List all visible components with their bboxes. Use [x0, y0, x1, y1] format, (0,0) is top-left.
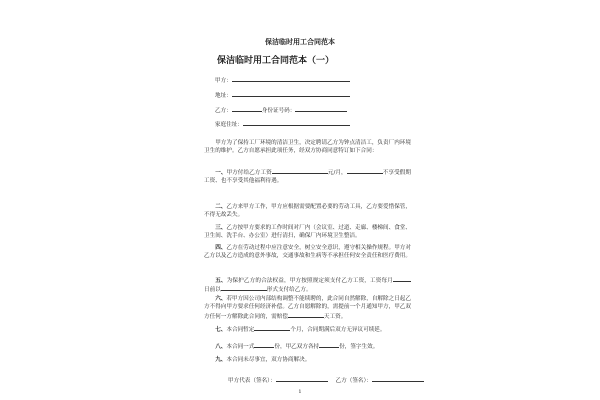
fill-in-blank — [272, 168, 328, 174]
fill-in-blank — [254, 342, 274, 348]
header-title: 保洁临时用工合同范本 — [265, 37, 335, 46]
clause-number: 九、 — [215, 357, 227, 363]
clause-text: 为保护乙方的合法权益，甲方按照规定须支付乙方工资，工资每月 — [226, 278, 393, 284]
clause-text: 日前以 — [204, 287, 221, 294]
clause-text: 份，签字生效。 — [339, 344, 379, 350]
id-number-label: 身份证号码： — [261, 108, 296, 114]
clause-text: 本合同暂定 — [226, 327, 255, 333]
clause-6 — [204, 295, 411, 321]
fill-in-blank — [319, 342, 339, 348]
home-address-label: 家庭住址： — [215, 122, 243, 128]
page-number: 1 — [298, 389, 302, 395]
clause-text: 形式支付给乙方。 — [266, 287, 312, 294]
clause-number: 二、 — [215, 204, 227, 210]
clause-number: 八、 — [215, 344, 227, 350]
clause-text: 个月，合同期满后双方无异议可续延。 — [290, 327, 386, 333]
clause-9 — [204, 356, 411, 364]
party-b-blank — [232, 106, 262, 112]
party-a-label: 甲方： — [215, 78, 232, 84]
party-b-signature-blank — [372, 376, 424, 382]
fill-in-blank — [288, 312, 324, 318]
clause-text: 份，甲乙双方各持 — [274, 344, 320, 350]
fill-in-blank — [254, 325, 290, 331]
id-number-blank — [295, 106, 347, 112]
signature-line — [228, 376, 424, 385]
clause-3 — [204, 224, 411, 241]
clause-text: 元/月， — [327, 170, 347, 176]
party-b-signature-label: 乙方（签名）： — [335, 378, 372, 384]
party-a-signature-label: 甲方代表（签名）： — [228, 378, 276, 384]
home-address-field — [215, 120, 350, 129]
clause-text: 乙方在劳动过程中应注意安全，树立安全意识，遵守相关操作规程。甲方对乙方以及乙方造成的意外事故，交通事故和生病等不承担任何安全责任和医疗费用。 — [204, 245, 411, 260]
clause-text: 天工资。 — [323, 313, 347, 320]
clause-number: 四、 — [215, 245, 227, 251]
party-a-blank — [232, 76, 350, 82]
home-address-blank — [243, 120, 350, 126]
address-field — [215, 91, 350, 100]
clause-text: 不享受假期工资、也不享受其他福利待遇。 — [204, 170, 411, 185]
clause-8 — [204, 342, 411, 351]
clause-text: 乙方来甲方工作，甲方应根据需要配置必要的劳动工具，乙方要爱惜保管，不得无故丢失。 — [204, 204, 411, 219]
address-label: 地址： — [215, 93, 232, 99]
document-title: 保洁临时用工合同范本（一） — [217, 56, 335, 66]
party-b-field — [215, 106, 347, 115]
clause-number: 五、 — [215, 278, 227, 284]
clause-4 — [204, 244, 411, 261]
party-b-label: 乙方： — [215, 108, 232, 114]
clause-number: 七、 — [215, 327, 227, 333]
clause-7 — [204, 325, 411, 334]
fill-in-blank — [393, 276, 411, 282]
party-a-field — [215, 76, 350, 85]
party-a-signature-blank — [276, 376, 328, 382]
intro-paragraph: 甲方为了保持工厂环境的清洁卫生，决定聘请乙方为钟点清洁工，负责厂内环境卫生的维护。乙方自愿承担此项任务，经双方协商同意特订如下合同： — [204, 140, 411, 155]
fill-in-blank — [221, 285, 267, 291]
clause-text: 本合同未尽事宜，双方协商解决。 — [226, 357, 311, 363]
clause-text: 甲方付给乙方工资 — [226, 170, 272, 176]
clause-2 — [204, 203, 411, 220]
clause-text: 乙方按甲方要求的工作时间对厂内（会议室、过道、走廊、楼梯间、食堂、卫生间、洗手台、办公室）进行清扫，确保厂内环境卫生整洁。 — [204, 225, 411, 240]
fill-in-blank — [347, 168, 383, 174]
clause-number: 一、 — [215, 170, 227, 176]
clause-text: 若甲方因公司内部结构调整不能续聘的，此合同自然解除，自解除之日起乙方不得向甲方要求任何经济补偿。乙方自愿解除的，需提前一个月通知甲方，甲乙双方任何一方解除此合同的，需赔偿 — [204, 296, 411, 320]
address-blank — [232, 91, 350, 97]
clause-1 — [204, 168, 411, 186]
clause-number: 六、 — [215, 296, 227, 302]
clause-text: 本合同一式 — [226, 344, 255, 350]
clause-number: 三、 — [215, 225, 227, 231]
clause-5 — [204, 276, 411, 295]
